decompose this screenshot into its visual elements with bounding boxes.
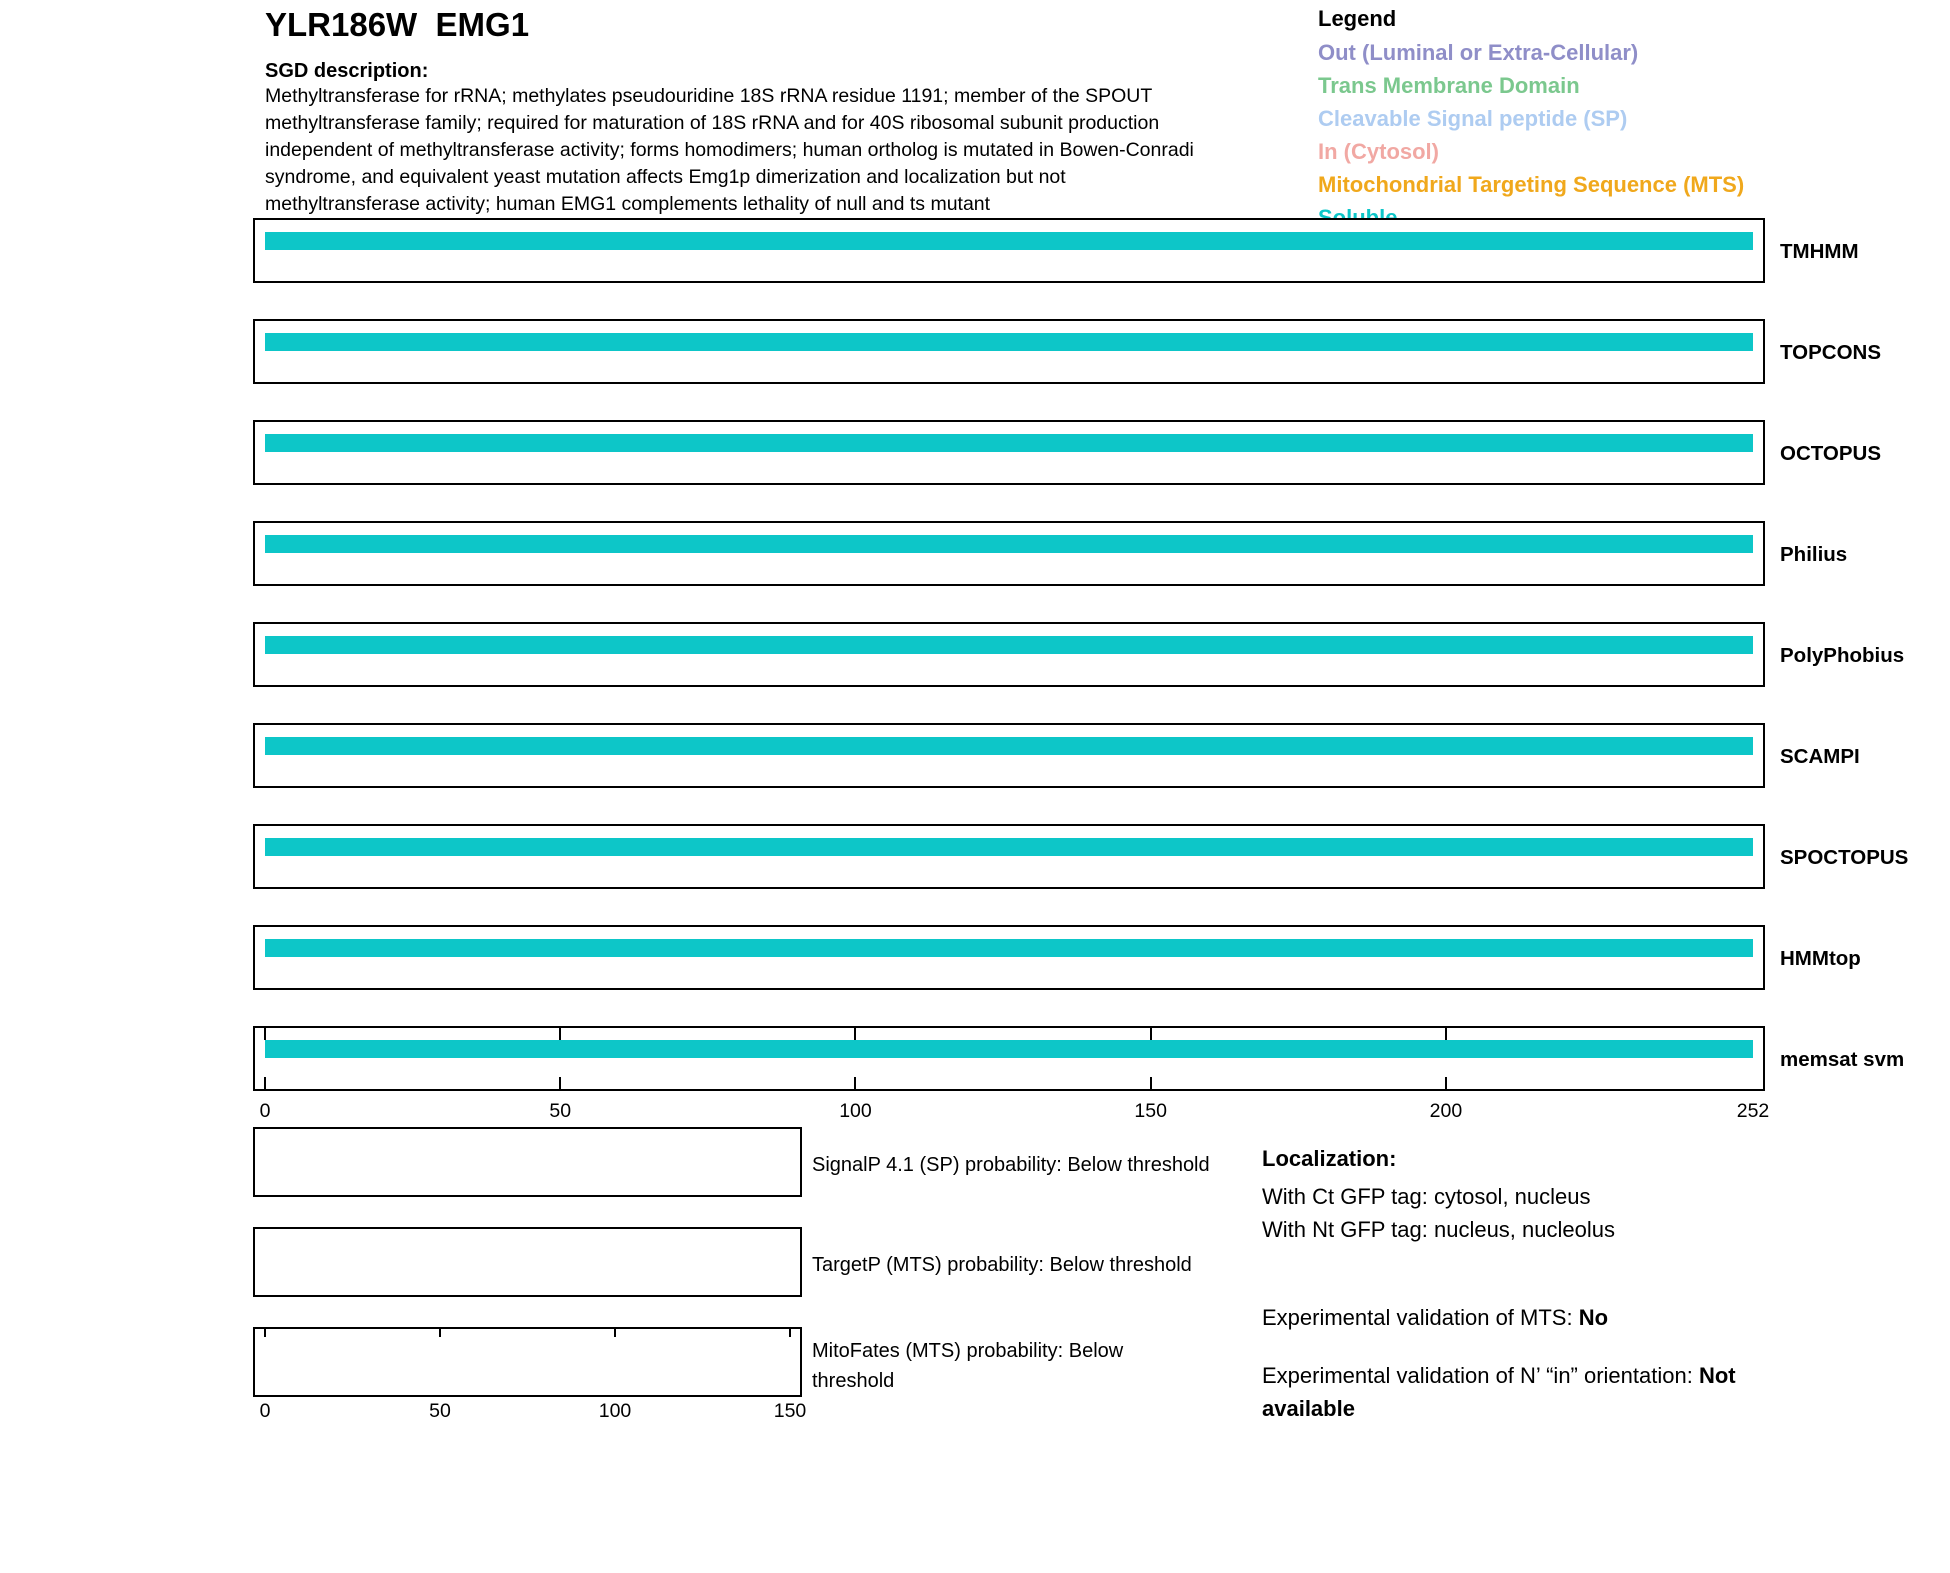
axis-tick-label: 252 <box>1736 1100 1770 1122</box>
axis-tick-label: 50 <box>549 1100 572 1122</box>
sgd-description-line: methyltransferase activity; human EMG1 complements lethality of null and ts mutant <box>265 193 991 215</box>
legend-item-in: In (Cytosol) <box>1318 139 1439 164</box>
track-box-philius <box>253 521 1765 586</box>
track-box-scampi <box>253 723 1765 788</box>
axis-tick <box>264 1028 266 1040</box>
track-label-tmhmm: TMHMM <box>1780 240 1859 263</box>
orientation-validation-value-part1: Not <box>1698 1363 1736 1388</box>
soluble-bar <box>265 838 1753 856</box>
track-label-polyphobius: PolyPhobius <box>1780 644 1905 667</box>
track-label-topcons: TOPCONS <box>1780 341 1881 364</box>
track-box-hmmtop <box>253 925 1765 990</box>
axis-tick <box>559 1028 561 1040</box>
axis-tick-label: 50 <box>429 1400 451 1422</box>
axis-tick <box>1150 1077 1152 1089</box>
page-title: YLR186W EMG1 <box>265 6 530 43</box>
axis-tick <box>559 1077 561 1089</box>
axis-tick <box>854 1077 856 1089</box>
track-box-topcons <box>253 319 1765 384</box>
mitofates-probability-label-line2: threshold <box>812 1370 895 1392</box>
axis-tick <box>789 1329 791 1337</box>
axis-tick-label: 150 <box>1134 1100 1167 1122</box>
signalp-probability-box <box>253 1127 802 1197</box>
mitofates-probability-label <box>812 1336 1123 1396</box>
soluble-bar <box>265 1040 1753 1058</box>
track-box-spoctopus <box>253 824 1765 889</box>
soluble-bar <box>265 232 1753 250</box>
orientation-validation-label: Experimental validation of N’ “in” orientation: <box>1262 1363 1693 1388</box>
targetp-probability-box <box>253 1227 802 1297</box>
localization-heading: Localization: <box>1262 1146 1397 1171</box>
axis-tick <box>854 1028 856 1040</box>
track-box-octopus <box>253 420 1765 485</box>
soluble-bar <box>265 636 1753 654</box>
sgd-description-line: methyltransferase family; required for maturation of 18S rRNA and for 40S ribosomal subunit production <box>265 112 1160 134</box>
sgd-description-heading: SGD description: <box>265 60 429 82</box>
localization-ct-line: With Ct GFP tag: cytosol, nucleus <box>1262 1184 1591 1209</box>
axis-tick <box>264 1329 266 1337</box>
axis-tick-label: 100 <box>598 1400 632 1422</box>
mts-validation-label: Experimental validation of MTS: <box>1262 1305 1573 1330</box>
orientation-validation-line2: available <box>1262 1396 1355 1421</box>
mitofates-probability-box <box>253 1327 802 1397</box>
legend-title: Legend <box>1318 6 1397 31</box>
signalp-probability-label: SignalP 4.1 (SP) probability: Below threshold <box>812 1154 1210 1176</box>
sgd-description-line: syndrome, and equivalent yeast mutation affects Emg1p dimerization and localization but not <box>265 166 1066 188</box>
track-box-polyphobius <box>253 622 1765 687</box>
axis-tick <box>439 1329 441 1337</box>
mitofates-probability-label-line1: MitoFates (MTS) probability: Below <box>812 1340 1124 1362</box>
legend-item-tm: Trans Membrane Domain <box>1318 73 1580 98</box>
track-label-memsat-svm: memsat svm <box>1780 1048 1905 1071</box>
axis-tick-label: 200 <box>1429 1100 1463 1122</box>
axis-tick <box>264 1077 266 1089</box>
soluble-bar <box>265 434 1753 452</box>
axis-tick <box>1445 1028 1447 1040</box>
track-label-octopus: OCTOPUS <box>1780 442 1881 465</box>
track-box-tmhmm <box>253 218 1765 283</box>
mts-validation-line <box>1262 1305 1608 1331</box>
soluble-bar <box>265 939 1753 957</box>
orientation-validation-line1 <box>1262 1363 1736 1389</box>
legend-item-out: Out (Luminal or Extra-Cellular) <box>1318 40 1639 65</box>
soluble-bar <box>265 333 1753 351</box>
axis-tick-label: 100 <box>839 1100 872 1122</box>
axis-tick <box>614 1329 616 1337</box>
axis-tick <box>1150 1028 1152 1040</box>
track-label-philius: Philius <box>1780 543 1848 566</box>
track-label-hmmtop: HMMtop <box>1780 947 1861 970</box>
targetp-probability-label: TargetP (MTS) probability: Below threshold <box>812 1254 1192 1276</box>
soluble-bar <box>265 535 1753 553</box>
localization-nt-line: With Nt GFP tag: nucleus, nucleolus <box>1262 1217 1615 1242</box>
axis-tick-label: 0 <box>259 1100 271 1122</box>
sgd-description-line: Methyltransferase for rRNA; methylates pseudouridine 18S rRNA residue 1191; member of the SPOUT <box>265 85 1153 107</box>
legend-item-sp: Cleavable Signal peptide (SP) <box>1318 106 1628 131</box>
track-label-spoctopus: SPOCTOPUS <box>1780 846 1909 869</box>
axis-tick-label: 0 <box>259 1400 271 1422</box>
axis-tick <box>1445 1077 1447 1089</box>
soluble-bar <box>265 737 1753 755</box>
legend-item-mts: Mitochondrial Targeting Sequence (MTS) <box>1318 172 1745 197</box>
sgd-description-line: independent of methyltransferase activity; forms homodimers; human ortholog is mutated in Bowen-Conradi <box>265 139 1194 161</box>
axis-tick-label: 150 <box>773 1400 807 1422</box>
track-box-memsat-svm <box>253 1026 1765 1091</box>
mts-validation-value: No <box>1578 1305 1609 1330</box>
track-label-scampi: SCAMPI <box>1780 745 1860 768</box>
